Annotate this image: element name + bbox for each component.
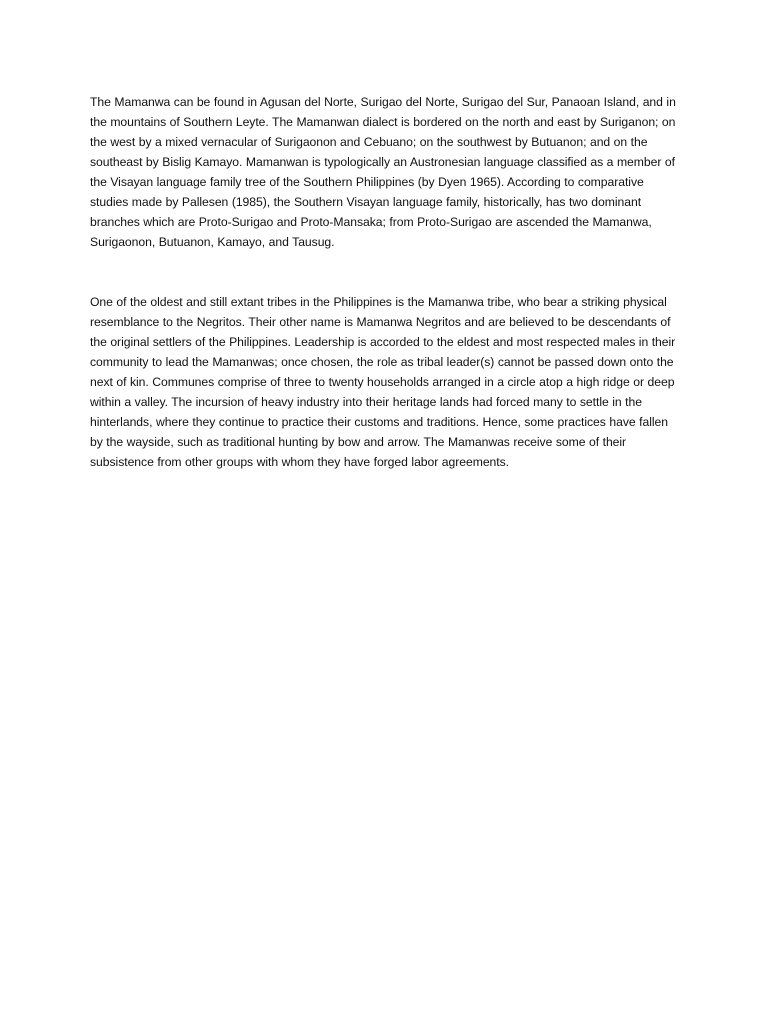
paragraph-2: One of the oldest and still extant tribes in the Philippines is the Mamanwa tribe, who bear a striking physical resemblance to the Negritos. Their other name is Mamanwa Negritos and are believed to be descendants of the original settlers of the Philippines. Leadership is accorded to the eldest and most respected males in their community to lead the Mamanwas; once chosen, the role as tribal leader(s) cannot be passed down onto the next of kin. Communes comprise of three to twenty households arranged in a circle atop a high ridge or deep within a valley. The incursion of heavy industry into their heritage lands had forced many to settle in the hinterlands, where they continue to practice their customs and traditions. Hence, some practices have fallen by the wayside, such as traditional hunting by bow and arrow. The Mamanwas receive some of their subsistence from other groups with whom they have forged labor agreements. — [90, 295, 676, 469]
paragraph-1: The Mamanwa can be found in Agusan del Norte, Surigao del Norte, Surigao del Sur, Panaoan Island, and in the mountains of Southern Leyte. The Mamanwan dialect is bordered on the north and east by Suriganon; on the west by a mixed vernacular of Surigaonon and Cebuano; on the southwest by Butuanon; and on the southeast by Bislig Kamayo. Mamanwan is typologically an Austronesian language classified as a member of the Visayan language family tree of the Southern Philippines (by Dyen 1965). According to comparative studies made by Pallesen (1985), the Southern Visayan language family, historically, has two dominant branches which are Proto-Surigao and Proto-Mansaka; from Proto-Surigao are ascended the Mamanwa, Surigaonon, Butuanon, Kamayo, and Tausug. — [90, 95, 676, 249]
